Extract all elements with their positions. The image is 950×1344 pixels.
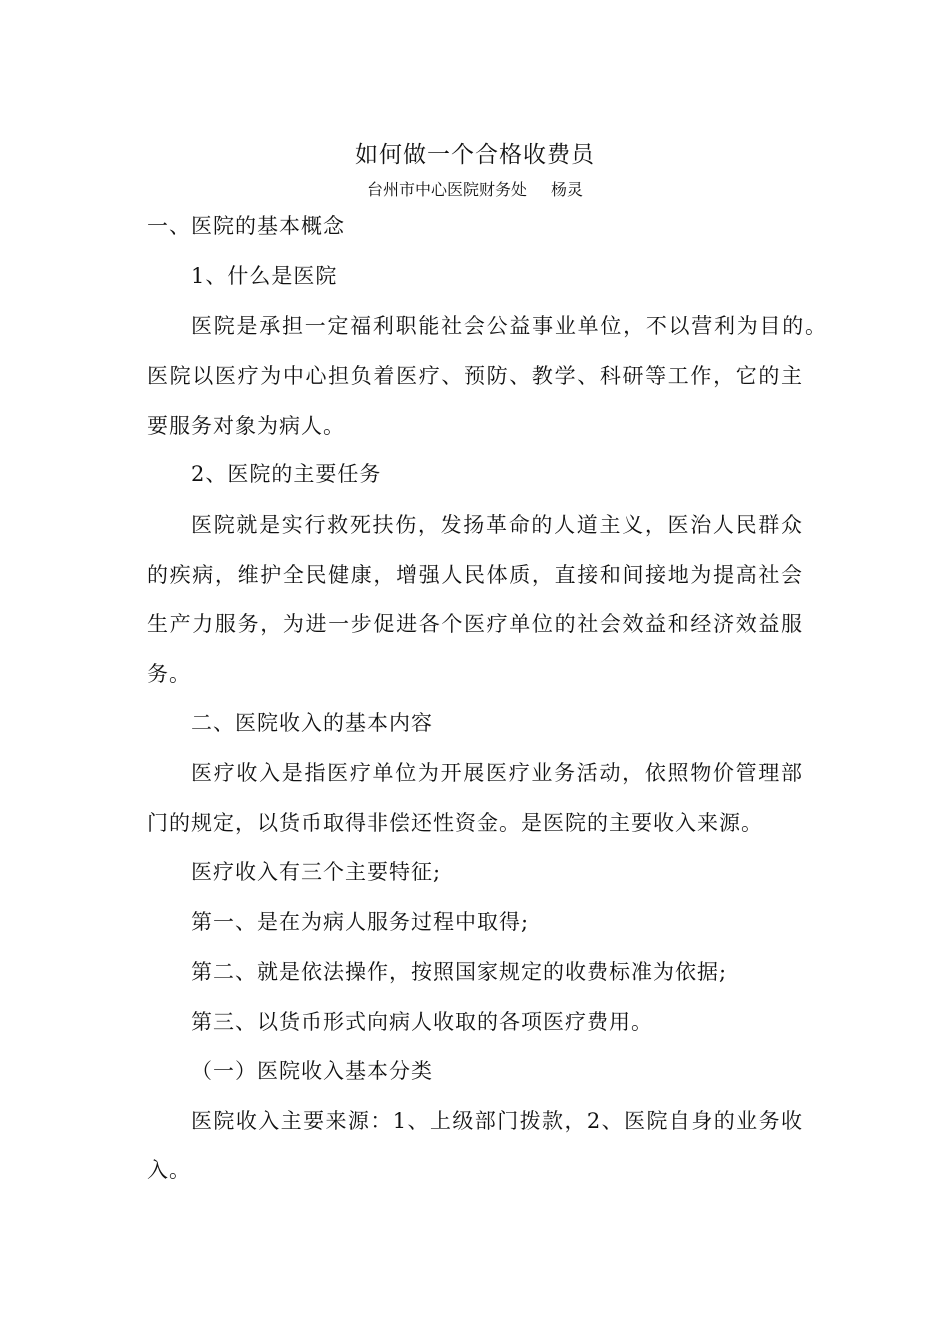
subheading-what-is-hospital: 1、什么是医院 [191, 264, 338, 288]
paragraph-line: 的疾病，维护全民健康，增强人民体质，直接和间接地为提高社会 [147, 563, 803, 587]
paragraph-line: 医院是承担一定福利职能社会公益事业单位，不以营利为目的。 [191, 314, 827, 338]
list-item: 第二、就是依法操作，按照国家规定的收费标准为依据; [191, 960, 728, 984]
paragraph-line: 医院就是实行救死扶伤，发扬革命的人道主义，医治人民群众 [191, 513, 803, 537]
document-title: 如何做一个合格收费员 [355, 142, 595, 168]
author-organization: 台州市中心医院财务处 [366, 180, 527, 199]
paragraph-line: 生产力服务，为进一步促进各个医疗单位的社会效益和经济效益服 [147, 612, 803, 636]
paragraph-line: 门的规定，以货币取得非偿还性资金。是医院的主要收入来源。 [147, 811, 763, 835]
subheading-main-tasks: 2、医院的主要任务 [191, 462, 382, 486]
section-heading-2: 二、医院收入的基本内容 [191, 711, 433, 735]
list-item: 第三、以货币形式向病人收取的各项医疗费用。 [191, 1010, 653, 1034]
paragraph-line: 入。 [147, 1158, 191, 1182]
paragraph-line: 医疗收入有三个主要特征; [191, 860, 442, 884]
section-heading-1: 一、医院的基本概念 [147, 214, 345, 238]
subheading-income-categories: （一）医院收入基本分类 [191, 1059, 433, 1083]
paragraph-line: 要服务对象为病人。 [147, 414, 345, 438]
author-name: 杨灵 [551, 180, 584, 199]
paragraph-line: 医疗收入是指医疗单位为开展医疗业务活动，依照物价管理部 [191, 761, 803, 785]
paragraph-line: 医院收入主要来源：1、上级部门拨款，2、医院自身的业务收 [191, 1109, 803, 1133]
paragraph-line: 务。 [147, 662, 191, 686]
document-byline [0, 177, 950, 200]
list-item: 第一、是在为病人服务过程中取得; [191, 910, 530, 934]
paragraph-line: 医院以医疗为中心担负着医疗、预防、教学、科研等工作，它的主 [147, 364, 803, 388]
